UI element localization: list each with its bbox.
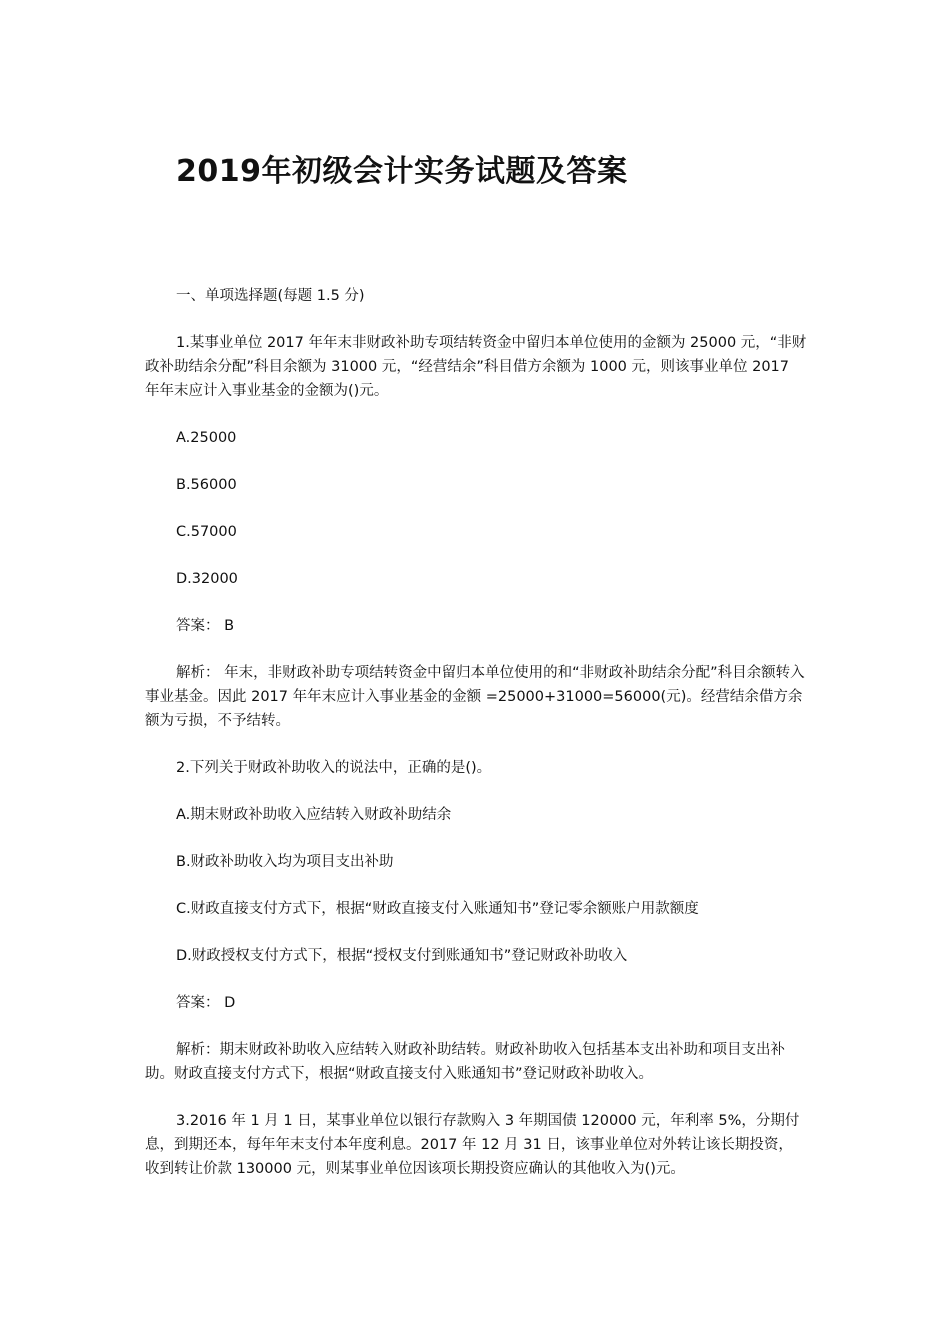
question-1-analysis: 解析： 年末，非财政补助专项结转资金中留归本单位使用的和“非财政补助结余分配”科目余额转入事业基金。因此 2017 年年末应计入事业基金的金额 =25000+31000=56000(元)。经营结余借方余额为亏损，不予结转。 (145, 665, 805, 729)
question-2-stem: 2.下列关于财政补助收入的说法中，正确的是()。 (176, 760, 492, 776)
question-3-stem: 3.2016 年 1 月 1 日，某事业单位以银行存款购入 3 年期国债 120000 元，年利率 5%，分期付息，到期还本，每年年末支付本年度利息。2017 年 12 月 31 日，该事业单位对外转让该长期投资，收到转让价款 130000 元，则某事业单位因该项长期投资应确认的其他收入为()元。 (145, 1113, 800, 1177)
question-1-option-d: D.32000 (176, 571, 238, 587)
document-body (145, 284, 807, 1204)
question-1-answer: 答案： B (176, 618, 235, 634)
document-title: 2019年初级会计实务试题及答案 (176, 154, 628, 189)
question-2-answer: 答案： D (176, 995, 236, 1011)
question-2-analysis: 解析：期末财政补助收入应结转入财政补助结转。财政补助收入包括基本支出补助和项目支出补助。财政直接支付方式下，根据“财政直接支付入账通知书”登记财政补助收入。 (145, 1042, 785, 1082)
question-2-option-c: C.财政直接支付方式下，根据“财政直接支付入账通知书”登记零余额账户用款额度 (176, 901, 699, 917)
question-1-option-c: C.57000 (176, 524, 237, 540)
section-heading: 一、单项选择题(每题 1.5 分) (176, 288, 365, 304)
question-1-stem: 1.某事业单位 2017 年年末非财政补助专项结转资金中留归本单位使用的金额为 25000 元，“非财政补助结余分配”科目余额为 31000 元，“经营结余”科目借方余额为 1000 元，则该事业单位 2017 年年末应计入事业基金的金额为()元。 (145, 335, 807, 399)
question-1-option-a: A.25000 (176, 430, 237, 446)
question-1-option-b: B.56000 (176, 477, 237, 493)
question-2-option-d: D.财政授权支付方式下，根据“授权支付到账通知书”登记财政补助收入 (176, 948, 628, 964)
question-2-option-b: B.财政补助收入均为项目支出补助 (176, 854, 394, 870)
question-2-option-a: A.期末财政补助收入应结转入财政补助结余 (176, 807, 452, 823)
